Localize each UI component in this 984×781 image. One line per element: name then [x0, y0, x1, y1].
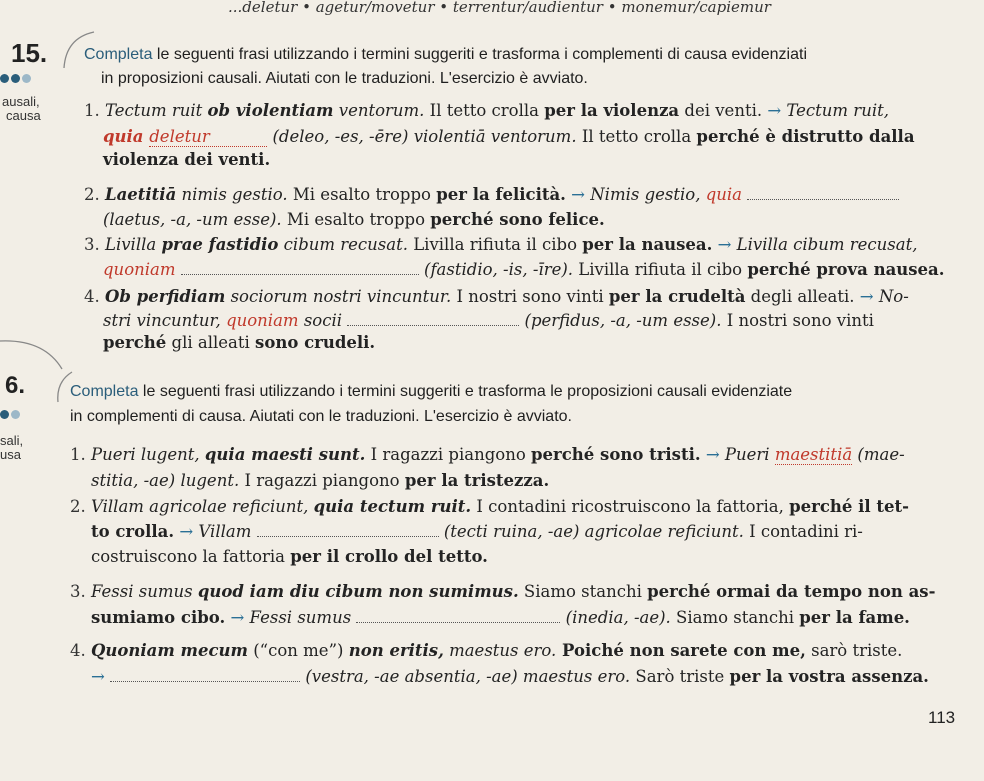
translation-highlight: per la vostra assenza. [729, 667, 929, 686]
latin-text: Pueri lugent, [91, 445, 205, 464]
latin-text: Nimis gestio, [584, 185, 706, 204]
latin-text: Fessi sumus [91, 582, 198, 601]
ex15-item-2-line2 [103, 210, 605, 229]
hint-text: (inedia, -ae). [560, 608, 671, 627]
side-label-1: ausali, [2, 94, 40, 109]
latin-text: sociorum nostri vincuntur. [225, 287, 452, 306]
hint-text: (perfidus, -a, -um esse). [519, 311, 722, 330]
latin-text: Villam agricolae reficiunt, [91, 497, 314, 516]
ex16-item-2-line1 [70, 497, 909, 516]
side-label [2, 95, 41, 123]
translation-text: (“con me”) [248, 641, 349, 660]
translation-highlight: perché sono tristi. [531, 445, 701, 464]
ex15-item-3-line1 [84, 235, 917, 254]
latin-highlight: quia maesti sunt. [204, 445, 366, 464]
translation-highlight: perché sono felice. [430, 210, 605, 229]
translation-highlight: per la nausea. [582, 235, 713, 254]
translation-highlight: per la violenza [544, 101, 680, 120]
translation-highlight: Poiché non sarete con me, [556, 641, 806, 660]
ex16-item-1-line1 [70, 445, 905, 464]
item-number: 3. [70, 582, 86, 601]
latin-text: Tectum ruit, [781, 101, 889, 120]
latin-text: Livilla cibum recusat, [731, 235, 918, 254]
difficulty-dots-16 [0, 404, 22, 423]
ex16-item-2-line2 [91, 522, 863, 541]
exercise-15-instruction [84, 46, 807, 64]
latin-text: maestus ero. [443, 641, 557, 660]
translation-text: Sarò triste [630, 667, 730, 686]
ex15-item-2-line1 [84, 185, 899, 204]
translation-highlight: perché ormai da tempo non as- [647, 582, 936, 601]
hint-text: (fastidio, -is, -īre). [418, 260, 574, 279]
answer-conjunction: quia [705, 185, 743, 204]
translation-highlight: per la tristezza. [404, 471, 550, 490]
instruction-lead: Completa [84, 46, 153, 63]
ex16-item-4-line2 [91, 667, 929, 686]
latin-highlight: Laetitiā [105, 185, 177, 204]
translation-text: gli alleati [166, 333, 256, 352]
translation-text: Livilla rifiuta il cibo [573, 260, 748, 279]
ex16-item-3-line1 [70, 582, 935, 601]
ex15-item-1-line2 [103, 127, 915, 147]
answer-blank[interactable] [356, 610, 560, 623]
exercise-16-number: 6. [5, 372, 26, 399]
ex15-item-4-line3 [103, 333, 375, 352]
answer-conjunction: quoniam [226, 311, 299, 330]
item-number: 1. [70, 445, 86, 464]
translation-text: Siamo stanchi [518, 582, 648, 601]
translation-highlight: per la fame. [799, 608, 910, 627]
latin-text: stri vincuntur, [103, 311, 227, 330]
translation-text: I contadini ri- [743, 522, 863, 541]
arrow-icon: → [717, 235, 732, 254]
translation-text: dei venti. [679, 101, 763, 120]
answer-blank-filled: deletur [149, 127, 267, 147]
translation-text: Il tetto crolla [576, 127, 697, 146]
latin-text: Villam [193, 522, 252, 541]
answer-blank[interactable] [747, 187, 899, 200]
ex16-item-4-line1 [70, 641, 902, 660]
exercise-16-instruction-line2: in complementi di causa. Aiutati con le traduzioni. L'esercizio è avviato. [70, 408, 572, 425]
arrow-icon: → [179, 522, 194, 541]
translation-highlight: per la crudeltà [608, 287, 746, 306]
translation-text: I contadini ricostruiscono la fattoria, [471, 497, 790, 516]
item-number: 3. [84, 235, 100, 254]
translation-highlight: per la felicità. [436, 185, 566, 204]
translation-text: I nostri sono vinti [721, 311, 874, 330]
answer-blank[interactable] [257, 524, 439, 537]
translation-highlight: sumiamo cibo. [91, 608, 226, 627]
item-number: 4. [84, 287, 100, 306]
side-label-16 [0, 434, 23, 462]
latin-text: Tectum ruit [105, 101, 208, 120]
hint-text: (laetus, -a, -um esse). [103, 210, 282, 229]
item-number: 1. [84, 101, 100, 120]
hint-text: (deleo, -es, -ēre) violentiā ventorum. [267, 127, 577, 146]
translation-highlight: perché [103, 333, 167, 352]
exercise-16-instruction [70, 383, 792, 401]
instruction-lead: Completa [70, 383, 139, 400]
latin-highlight: prae fastidio [161, 235, 279, 254]
latin-highlight: non eritis, [348, 641, 444, 660]
hint-text: (vestra, -ae absentia, -ae) maestus ero. [300, 667, 631, 686]
arrow-icon: → [767, 101, 782, 120]
translation-text: Siamo stanchi [670, 608, 800, 627]
ex15-item-1-line3 [103, 150, 270, 169]
translation-text: I nostri sono vinti [451, 287, 609, 306]
difficulty-dots-15 [0, 68, 33, 87]
latin-highlight: Ob perfidiam [105, 287, 226, 306]
translation-highlight: per il crollo del tetto. [290, 547, 488, 566]
answer-conjunction: quia [103, 127, 150, 146]
arrow-icon: → [859, 287, 874, 306]
hint-text: stitia, -ae) lugent. [91, 471, 240, 490]
latin-highlight: Quoniam mecum [91, 641, 248, 660]
page-number: 113 [928, 708, 956, 727]
translation-highlight: to crolla. [91, 522, 175, 541]
ex15-item-3-line2 [103, 260, 945, 279]
latin-text: Livilla [105, 235, 162, 254]
ex15-item-4-line2 [103, 311, 874, 330]
hint-text: (mae- [852, 445, 905, 464]
translation-text: Mi esalto troppo [281, 210, 431, 229]
ex16-item-3-line2 [91, 608, 910, 627]
side-label-2: usa [0, 447, 21, 462]
arrow-icon: → [571, 185, 585, 204]
translation-highlight: perché il tet- [789, 497, 909, 516]
translation-text: I ragazzi piangono [365, 445, 532, 464]
arrow-icon: → [230, 608, 245, 627]
translation-text: Il tetto crolla [424, 101, 545, 120]
answer-blank[interactable] [347, 313, 519, 326]
arrow-icon: → [91, 667, 105, 686]
latin-highlight: quod iam diu cibum non sumimus. [197, 582, 519, 601]
translation-highlight: violenza dei venti. [103, 150, 271, 169]
instruction-text: le seguenti frasi utilizzando i termini suggeriti e trasforma i complementi di causa evidenziati [152, 46, 808, 63]
answer-blank[interactable] [181, 262, 419, 275]
latin-text: Fessi sumus [244, 608, 352, 627]
exercise-15-number: 15. [11, 38, 48, 68]
translation-text: sarò triste. [805, 641, 903, 660]
latin-text: socii [298, 311, 343, 330]
latin-highlight: ob violentiam [207, 101, 334, 120]
answer-conjunction: quoniam [103, 260, 176, 279]
translation-highlight: sono crudeli. [255, 333, 376, 352]
translation-text: degli alleati. [745, 287, 855, 306]
ex16-item-2-line3 [91, 547, 488, 566]
item-number: 2. [84, 185, 100, 204]
translation-highlight: perché prova nausea. [747, 260, 945, 279]
ex15-item-1-line1 [84, 101, 889, 120]
instruction-text: le seguenti frasi utilizzando i termini suggeriti e trasforma le proposizioni causali evidenziate [138, 383, 793, 400]
ex16-item-1-line2 [91, 471, 549, 490]
translation-text: Livilla rifiuta il cibo [407, 235, 583, 254]
side-label-2: causa [6, 108, 41, 123]
answer-blank[interactable] [110, 669, 300, 682]
exercise-15-instruction-line2: in proposizioni causali. Aiutati con le traduzioni. L'esercizio è avviato. [101, 70, 588, 87]
answer-blank-filled: maestitiā [774, 445, 853, 464]
translation-highlight: perché è distrutto dalla [696, 127, 915, 146]
latin-text: nimis gestio. [176, 185, 288, 204]
translation-text: Mi esalto troppo [287, 185, 437, 204]
latin-text: Pueri [719, 445, 775, 464]
hint-text: (tecti ruina, -ae) agricolae reficiunt. [438, 522, 744, 541]
arrow-icon: → [705, 445, 720, 464]
ex15-item-4-line1 [84, 287, 909, 306]
latin-text: cibum recusat. [278, 235, 408, 254]
top-conjugation-line: ...deletur • agetur/movetur • terrentur/audientur • monemur/capiemur [228, 0, 771, 16]
translation-text: costruiscono la fattoria [91, 547, 291, 566]
side-label-1: sali, [0, 433, 24, 448]
latin-text: ventorum. [333, 101, 425, 120]
item-number: 2. [70, 497, 86, 516]
latin-text: No- [873, 287, 909, 306]
item-number: 4. [70, 641, 86, 660]
latin-highlight: quia tectum ruit. [313, 497, 472, 516]
translation-text: I ragazzi piangono [239, 471, 405, 490]
